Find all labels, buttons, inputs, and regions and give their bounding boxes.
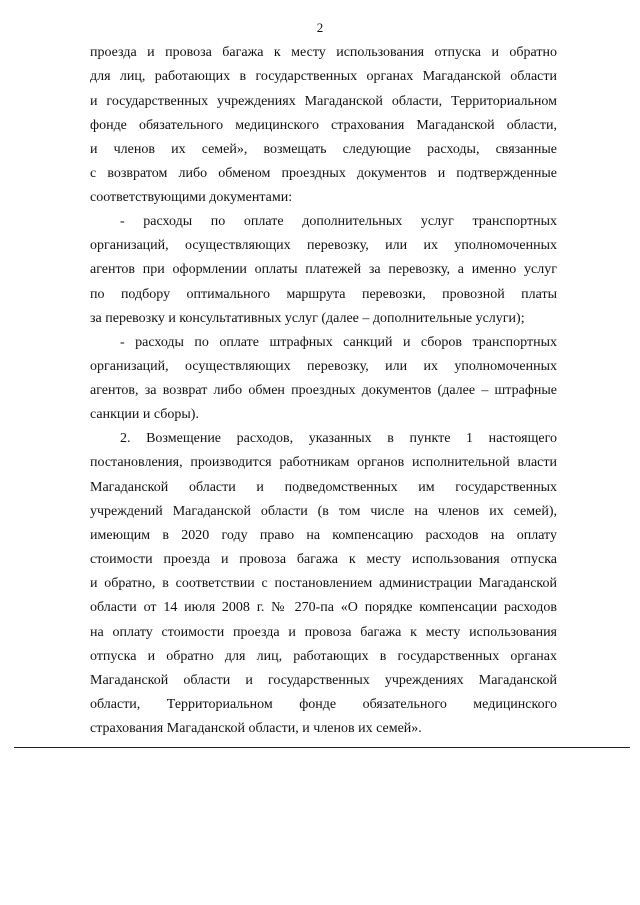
text-line: фонде обязательного медицинского страхования Магаданской области,: [90, 118, 557, 133]
text-line: Магаданской области и подведомственных им государственных: [90, 480, 557, 495]
text-line: санкции и сборы).: [90, 407, 199, 422]
text-line: страхования Магаданской области, и членов их семей».: [90, 721, 422, 736]
text-line: 2. Возмещение расходов, указанных в пункте 1 настоящего: [120, 431, 557, 446]
text-line: соответствующими документами:: [90, 190, 293, 205]
text-line: учреждений Магаданской области (в том числе на членов их семей),: [90, 504, 557, 519]
text-line: отпуска и обратно для лиц, работающих в государственных органах: [90, 649, 557, 664]
text-line: с возвратом либо обменом проездных документов и подтвержденные: [90, 166, 557, 181]
footer-divider: [14, 747, 630, 748]
text-line: на оплату стоимости проезда и провоза багажа к месту использования: [90, 625, 557, 640]
text-line: и государственных учреждениях Магаданской области, Территориальном: [90, 94, 557, 109]
text-line: стоимости проезда и провоза багажа к месту использования отпуска: [90, 552, 557, 567]
text-line: - расходы по оплате дополнительных услуг транспортных: [120, 214, 557, 229]
text-line: организаций, осуществляющих перевозку, или их уполномоченных: [90, 359, 557, 374]
text-line: имеющим в 2020 году право на компенсацию расходов на оплату: [90, 528, 557, 543]
text-line: для лиц, работающих в государственных органах Магаданской области: [90, 69, 557, 84]
text-line: - расходы по оплате штрафных санкций и сборов транспортных: [120, 335, 557, 350]
text-line: агентов при оформлении оплаты платежей за перевозку, а именно услуг: [90, 262, 557, 277]
text-line: Магаданской области и государственных учреждениях Магаданской: [90, 673, 557, 688]
text-line: области, Территориальном фонде обязательного медицинского: [90, 697, 557, 712]
text-line: области от 14 июля 2008 г. № 270-па «О порядке компенсации расходов: [90, 600, 557, 615]
text-line: и обратно, в соответствии с постановлением администрации Магаданской: [90, 576, 557, 591]
text-line: постановления, производится работникам органов исполнительной власти: [90, 455, 557, 470]
text-line: агентов, за возврат либо обмен проездных документов (далее – штрафные: [90, 383, 557, 398]
text-line: организаций, осуществляющих перевозку, или их уполномоченных: [90, 238, 557, 253]
text-line: проезда и провоза багажа к месту использования отпуска и обратно: [90, 45, 557, 60]
text-line: по подбору оптимального маршрута перевозки, провозной платы: [90, 287, 557, 302]
text-line: и членов их семей», возмещать следующие расходы, связанные: [90, 142, 557, 157]
text-line: за перевозку и консультативных услуг (далее – дополнительные услуги);: [90, 311, 525, 326]
page-number: 2: [316, 20, 324, 35]
